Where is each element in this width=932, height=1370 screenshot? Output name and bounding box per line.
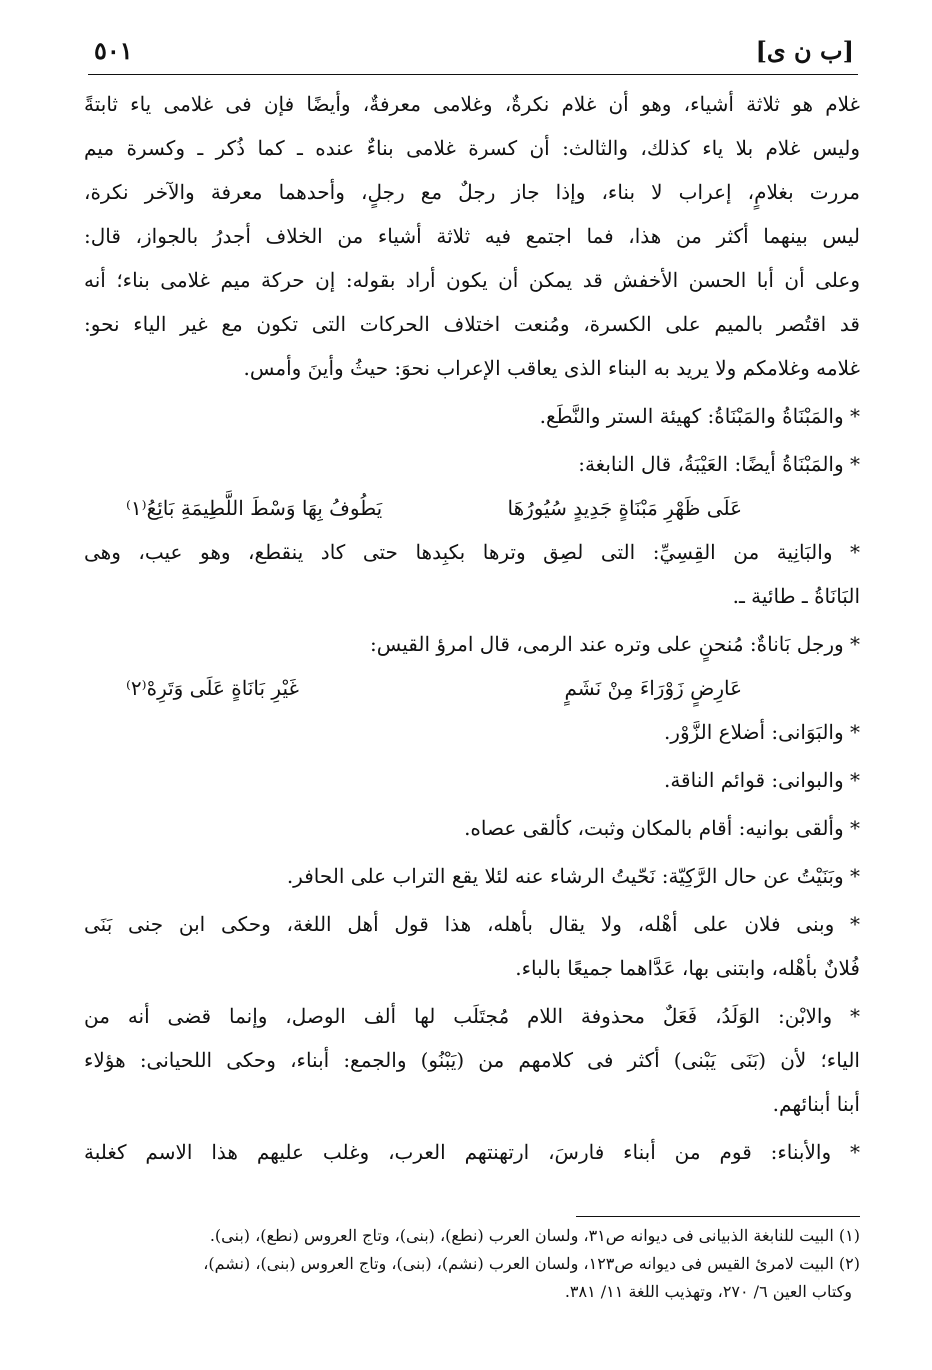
entry-baniya: * والبَانِية من القِسِيِّ: التى لصِق وترها بكبِدها حتى كاد ينقطع، وهو عيب، وهى bbox=[84, 540, 860, 564]
entry-mabnat: * والمَبْنَاةُ والمَبْنَاةُ: كهيئة الستر والنَّطَع. bbox=[539, 404, 860, 428]
entry-ibn-cont: الياء؛ لأن (بَنَى يَبْنى) أكثر فى كلامهم من (يَبْنُو) والجمع: أبناء، وحكى اللحيانى: هؤلاء bbox=[84, 1048, 860, 1072]
entry-baniya-cont: البَانَاةُ ـ طائية ـ. bbox=[732, 584, 860, 608]
page-number: ٥٠١ bbox=[94, 36, 133, 65]
footnote-separator bbox=[576, 1216, 860, 1217]
entry-bana-cont: فُلانٌ بأهْله، وابتنى بها، عَدَّاهما جميعًا بالباء. bbox=[515, 956, 860, 980]
main-text bbox=[84, 82, 860, 1174]
entry-rajul-banat: * ورجل بَاناةٌ: مُنحنٍ على وتره عند الرمى، قال امرؤ القيس: bbox=[370, 632, 860, 656]
entry-ibn-cont: أبنا أبنائهم. bbox=[772, 1092, 860, 1116]
entry-abna: * والأبناء: قوم من أبناء فارسَ، ارتهنتهم العرب، وغلب عليهم هذا الاسم كغلبة bbox=[84, 1140, 860, 1164]
text-line: غلامه وغلامكم ولا يريد به البناء الذى يعاقب الإعراب نحوَ: حيثُ وأينَ وأمس. bbox=[243, 356, 860, 380]
entry-bawani-2: * والبوانى: قوائم الناقة. bbox=[663, 768, 860, 792]
text-line: ليس بينهما أكثر من هذا، فما اجتمع فيه ثلاثة أشياء من الخلاف أجدرُ بالجواز، قال: bbox=[84, 224, 860, 248]
page-header bbox=[88, 30, 858, 75]
entry-bawani: * والبَوَانى: أضلاع الزَّوْر. bbox=[663, 720, 860, 744]
verse-second-hemistich: غَيْرِ بَانَاةٍ عَلَى وَتَرِهْ⁽٢⁾ bbox=[126, 676, 299, 700]
footnote-2: (٢) البيت لامرئ القيس فى ديوانه ص١٢٣، ولسان العرب (نشم)، (بنى)، وتاج العروس (بنى)، (نشم)، bbox=[203, 1254, 860, 1273]
text-line: مررت بغلامٍ، إعراب لا بناء، وإذا جاز رجلٌ مع رجلٍ، وأحدهما معرفة والآخر نكرة، bbox=[84, 180, 860, 204]
text-line: وعلى أن أبا الحسن الأخفش قد يمكن أن يكون أراد بقوله: إن حركة ميم غلامى بناء؛ أنه bbox=[84, 268, 860, 292]
verse-second-hemistich: يَطُوفُ بِهَا وَسْطَ اللَّطِيمَةِ بَائِعُ⁽١⁾ bbox=[126, 496, 383, 520]
footnote-2-cont: وكتاب العين ٦/ ٢٧٠، وتهذيب اللغة ١١/ ٣٨١. bbox=[564, 1282, 852, 1301]
verse-imru-alqays bbox=[84, 666, 860, 710]
text-line: وليس غلام بلا ياء كذلك، والثالث: أن كسرة غلامى بناءٌ عنده ـ كما ذُكر ـ وكسرة ميم bbox=[84, 136, 860, 160]
entry-ibn: * والابْن: الوَلَدُ، فَعَلٌ محذوفة اللام مُجتَلَب لها ألف الوصل، وإنما قضى أنه من bbox=[84, 1004, 860, 1028]
footnote-1: (١) البيت للنابغة الذبيانى فى ديوانه ص٣١، ولسان العرب (نطع)، (بنى)، وتاج العروس (نطع)، (بنى). bbox=[209, 1226, 860, 1245]
verse-first-hemistich: عَلَى ظَهْرِ مَبْنَاةٍ جَدِيدٍ سُيُورُهَا bbox=[507, 496, 742, 520]
entry-mabnat-ayba: * والمَبْنَاةُ أيضًا: العَيْبَةُ، قال النابغة: bbox=[578, 452, 860, 476]
footnotes bbox=[84, 1222, 860, 1306]
verse-nabigha bbox=[84, 486, 860, 530]
root-heading: [ب ن ى] bbox=[755, 36, 854, 65]
text-line: غلام هو ثلاثة أشياء، وهو أن غلام نكرةٌ، وغلامى معرفةٌ، وأيضًا فإن فى غلامى ياء ثابتةً bbox=[84, 92, 860, 116]
text-line: قد اقتُصر بالميم على الكسرة، ومُنعت اختلاف الحركات التى تكون مع غير الياء نحو: bbox=[84, 312, 860, 336]
entry-banaytu: * وبَنَيْتُ عن حال الرَّكِيّة: نَحّيتُ الرشاء عنه لئلا يقع التراب على الحافر. bbox=[286, 864, 860, 888]
entry-alqa-bawanih: * وألقى بوانيه: أقام بالمكان وثبت، كألقى عصاه. bbox=[464, 816, 860, 840]
entry-bana-ala-ahlih: * وبنى فلان على أهْله، ولا يقال بأهله، هذا قول أهل اللغة، وحكى ابن جنى بَنَى bbox=[84, 912, 860, 936]
verse-first-hemistich: عَارِضٍ زَوْرَاءَ مِنْ نَشَمٍ bbox=[564, 676, 742, 700]
